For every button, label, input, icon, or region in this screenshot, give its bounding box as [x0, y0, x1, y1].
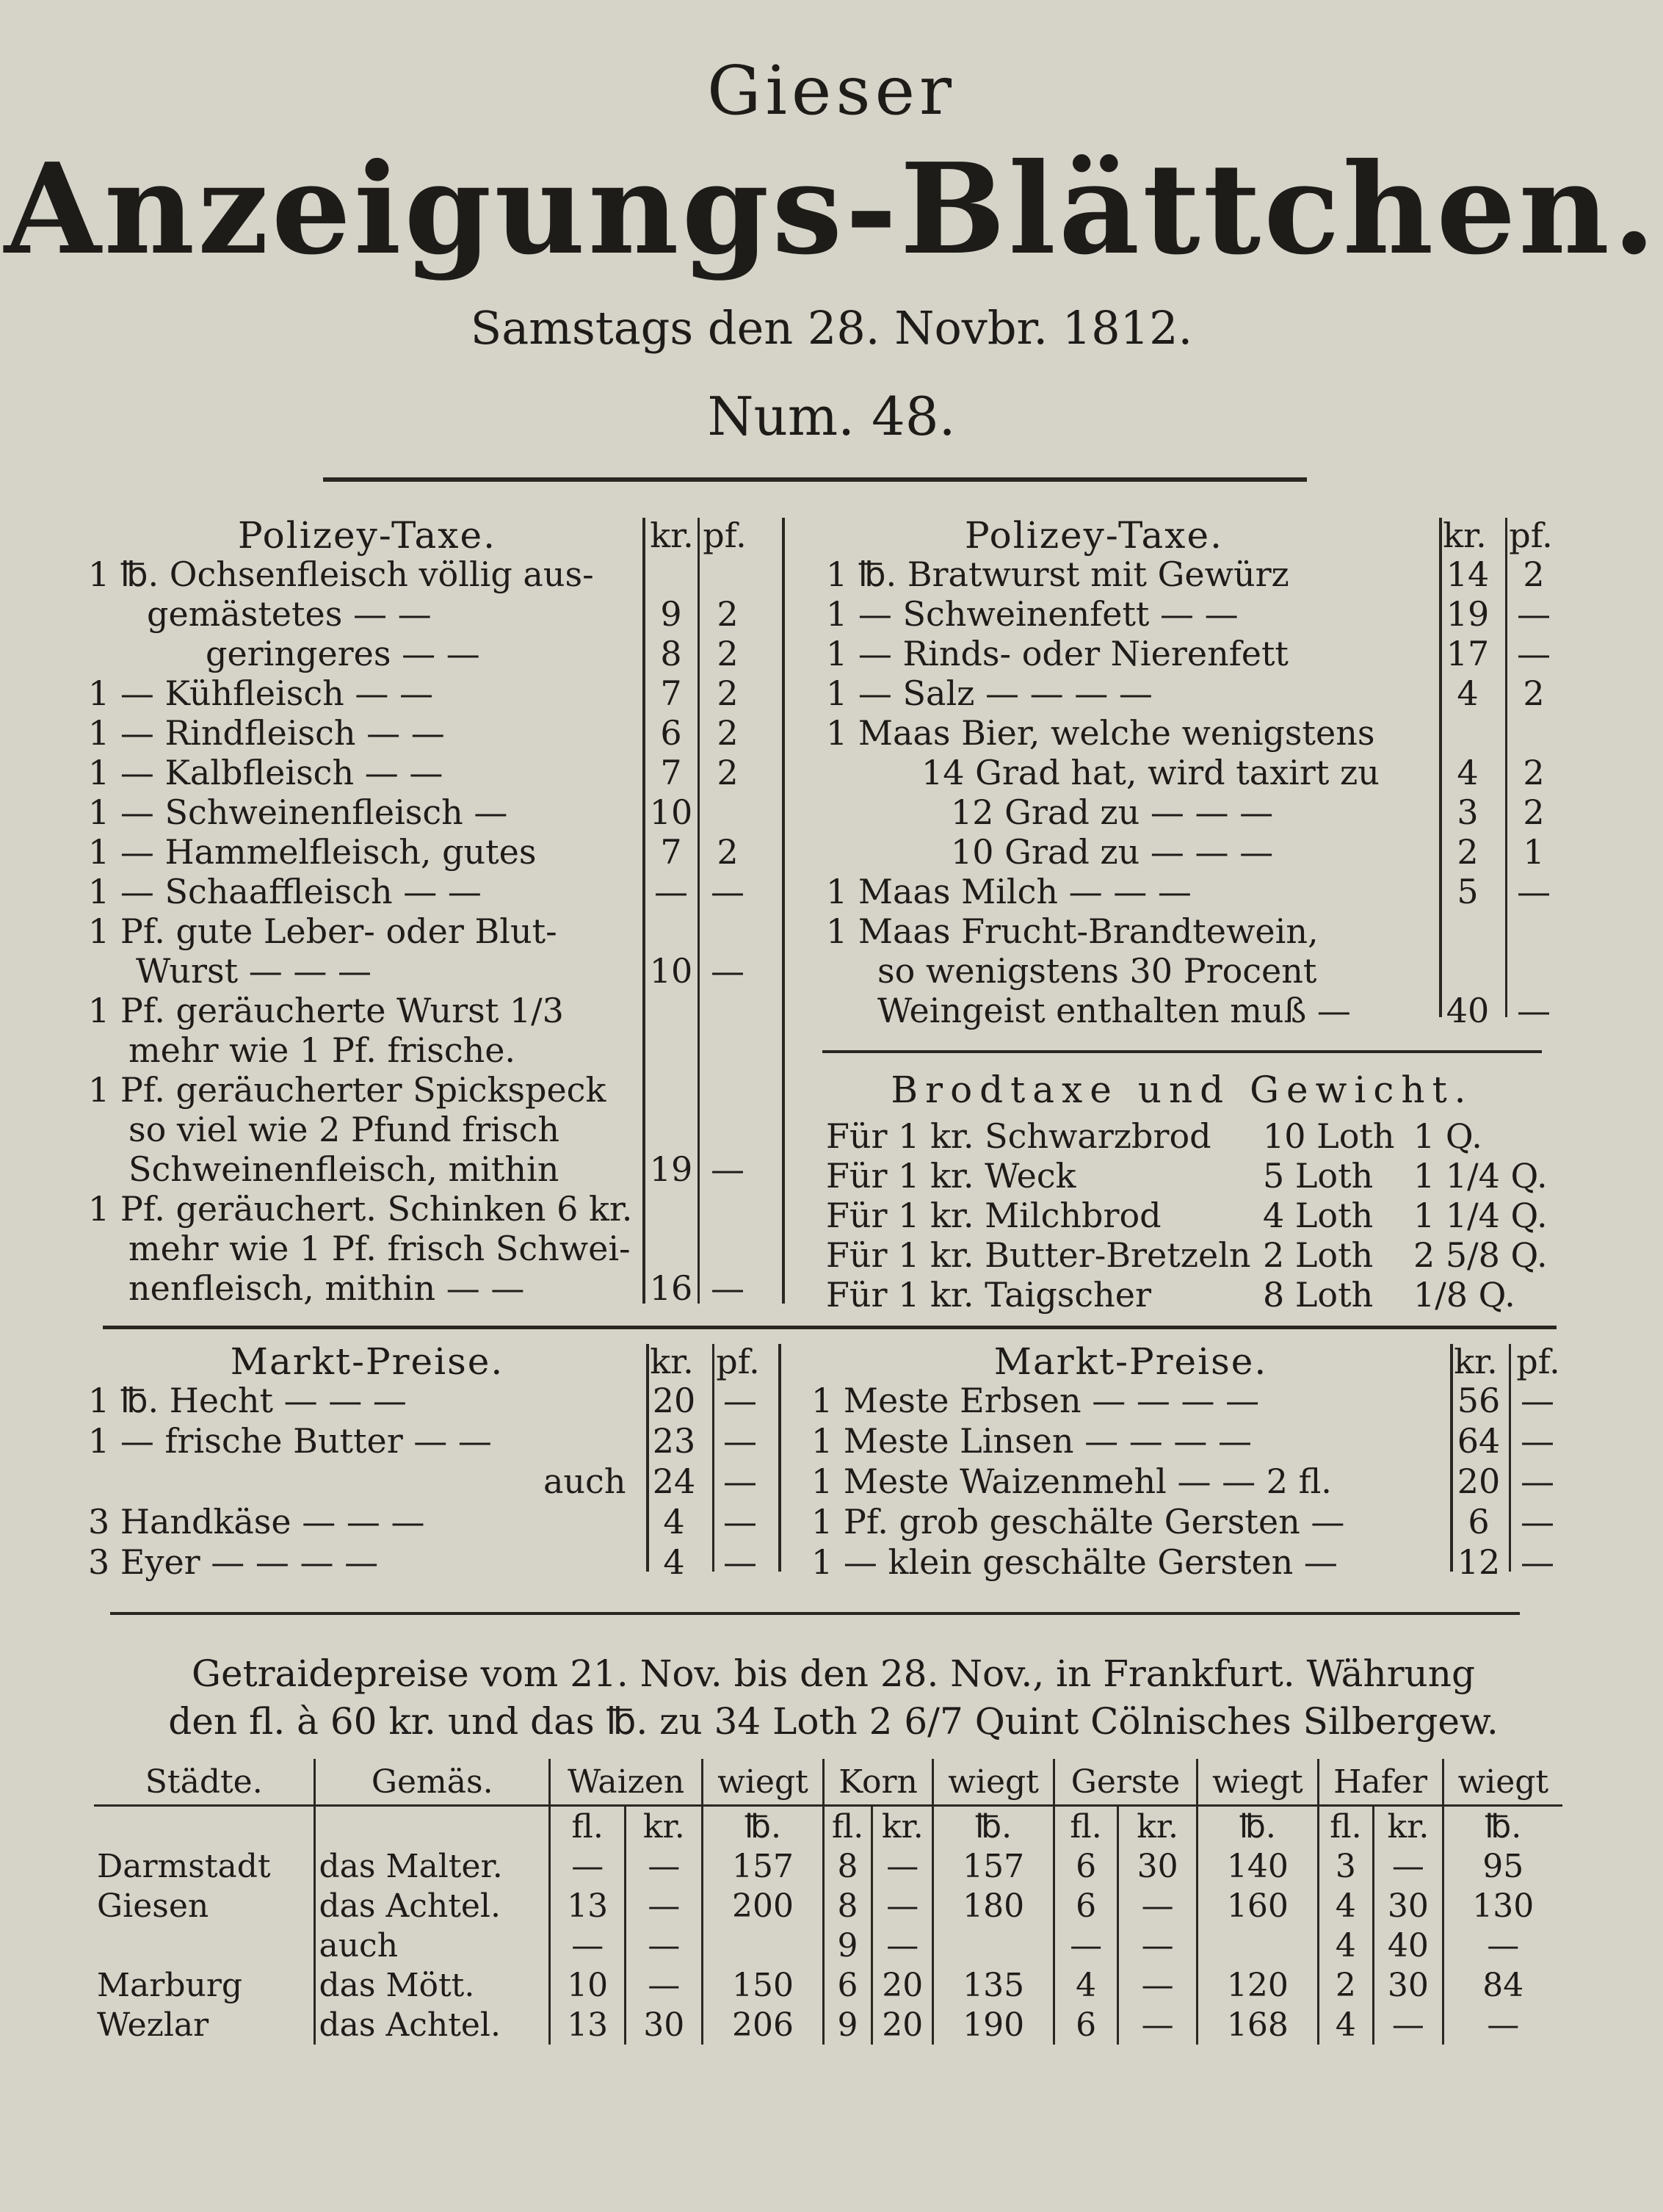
price-cell: 6	[1054, 1846, 1117, 1886]
kr-value: 4	[663, 1502, 685, 1541]
price-cell	[703, 1926, 824, 1965]
price-cell: 135	[933, 1965, 1054, 2005]
empty-cell	[315, 1806, 549, 1847]
price-cell: —	[626, 1926, 703, 1965]
pf-value: —	[1521, 1502, 1554, 1541]
item-description: 1 — Rinds- oder Nierenfett	[826, 634, 1289, 673]
pf-value: 2	[1523, 554, 1545, 594]
price-row	[0, 753, 1663, 792]
pf-value: —	[711, 951, 744, 991]
bread-item: Für 1 kr. Weck	[826, 1156, 1076, 1196]
item-description: 3 Handkäse — — —	[88, 1502, 425, 1541]
price-cell: 4	[1318, 2005, 1374, 2045]
measure-unit: das Mött.	[315, 1965, 549, 2005]
price-cell: —	[626, 1965, 703, 2005]
item-description: 1 — Rindfleisch — —	[88, 713, 445, 753]
price-cell: 30	[626, 2005, 703, 2045]
price-cell: 2	[1318, 1965, 1374, 2005]
section-title: Markt-Preise.	[993, 1340, 1268, 1383]
kr-value: 40	[1446, 991, 1490, 1030]
pf-value: —	[1517, 594, 1551, 634]
price-cell: —	[1118, 2005, 1198, 2045]
pf-value: 2	[717, 594, 739, 634]
price-cell: —	[1118, 1926, 1198, 1965]
price-cell: —	[626, 1886, 703, 1926]
price-cell: 180	[933, 1886, 1054, 1926]
item-description: 1 — Kalbfleisch — —	[88, 753, 443, 792]
bread-quint: 2 5/8 Q.	[1413, 1235, 1548, 1275]
kr-value: 2	[1457, 832, 1479, 872]
pf-value: —	[723, 1502, 757, 1541]
issue-number: Num. 48.	[707, 386, 956, 447]
price-cell: 13	[549, 1886, 625, 1926]
price-row	[0, 1502, 1663, 1541]
item-description: 1 ℔. Bratwurst mit Gewürz	[826, 554, 1289, 594]
pf-header: pf.	[703, 516, 747, 555]
price-cell: 10	[549, 1965, 625, 2005]
price-cell: 8	[823, 1886, 872, 1926]
price-cell: —	[1118, 1965, 1198, 2005]
city-name: Wezlar	[97, 2006, 209, 2044]
grain-heading-line1: Getraidepreise vom 21. Nov. bis den 28. Nov., in Frankfurt. Währung	[192, 1652, 1475, 1695]
kr-value: 7	[660, 673, 682, 713]
item-description: 3 Eyer — — — —	[88, 1542, 379, 1582]
item-description: 1 ℔. Ochsenfleisch völlig aus-	[88, 554, 594, 594]
bread-row	[0, 1196, 1663, 1235]
pf-value: 2	[717, 673, 739, 713]
price-cell: 20	[872, 1965, 933, 2005]
price-cell: 160	[1198, 1886, 1319, 1926]
price-cell: —	[872, 1846, 933, 1886]
kr-value: 19	[649, 1149, 693, 1189]
item-description: 1 — Schweinenfett — —	[826, 594, 1239, 634]
price-row	[0, 1381, 1663, 1420]
price-cell: 206	[703, 2005, 824, 2045]
price-row	[0, 554, 1663, 594]
kr-value: 20	[652, 1381, 696, 1420]
section-title: Polizey-Taxe.	[965, 514, 1223, 557]
kr-value: 5	[1457, 872, 1479, 911]
price-cell: 6	[823, 1965, 872, 2005]
pf-value: 2	[1523, 673, 1545, 713]
section-title: Brodtaxe und Gewicht.	[891, 1069, 1474, 1111]
bread-item: Für 1 kr. Taigscher	[826, 1275, 1151, 1315]
bread-item: Für 1 kr. Schwarzbrod	[826, 1116, 1211, 1156]
price-cell: 4	[1318, 1926, 1374, 1965]
section-title: Markt-Preise.	[230, 1340, 504, 1383]
kr-value: 4	[663, 1542, 685, 1582]
pf-header: pf.	[1509, 516, 1553, 555]
masthead-title: Anzeigungs-Blättchen.	[4, 136, 1659, 283]
price-cell	[1198, 1926, 1319, 1965]
pf-value: —	[1521, 1421, 1554, 1461]
price-cell: 157	[703, 1846, 824, 1886]
item-description: 1 Maas Frucht-Brandtewein,	[826, 911, 1319, 951]
kr-value: 10	[649, 792, 693, 832]
item-description: 1 — frische Butter — —	[88, 1421, 492, 1461]
pf-value: —	[711, 1268, 744, 1308]
col-header: Korn	[823, 1759, 932, 1806]
kr-value: 6	[660, 713, 682, 753]
grain-table-header-row	[94, 1759, 1562, 1806]
col-header: wiegt	[1198, 1759, 1319, 1806]
kr-value: 24	[652, 1461, 696, 1501]
kr-value: 20	[1457, 1461, 1501, 1501]
price-cell: —	[872, 1886, 933, 1926]
price-cell: —	[1443, 1926, 1562, 1965]
item-description: 1 Pf. gute Leber- oder Blut-	[88, 911, 557, 951]
item-description: 1 Maas Milch — — —	[826, 872, 1192, 911]
table-row	[94, 2005, 1562, 2045]
item-description: so viel wie 2 Pfund frisch	[128, 1110, 560, 1149]
kr-value: 14	[1446, 554, 1490, 594]
item-description: 1 — Schweinenfleisch —	[88, 792, 508, 832]
pf-value: 2	[717, 634, 739, 673]
price-row	[0, 872, 1663, 911]
bread-weight: 10 Loth	[1263, 1116, 1395, 1156]
header-rule	[323, 477, 1307, 482]
section-rule	[103, 1326, 1557, 1329]
pf-value: 2	[1523, 753, 1545, 792]
section-rule	[110, 1612, 1520, 1615]
kr-value: 19	[1446, 594, 1490, 634]
price-cell: 8	[823, 1846, 872, 1886]
item-description: 1 Pf. geräucherter Spickspeck	[88, 1070, 606, 1110]
kr-value: 64	[1457, 1421, 1501, 1461]
col-header: wiegt	[703, 1759, 824, 1806]
item-description: 1 Pf. geräucherte Wurst 1/3	[88, 991, 564, 1030]
empty-cell	[94, 1806, 315, 1847]
kr-value: —	[654, 872, 688, 911]
city-name: Darmstadt	[97, 1847, 271, 1885]
col-header: Gemäs.	[315, 1759, 549, 1806]
price-cell: 3	[1318, 1846, 1374, 1886]
subheader: ℔.	[1198, 1806, 1319, 1847]
item-description: 1 — Salz — — — —	[826, 673, 1153, 713]
pf-value: —	[1517, 634, 1551, 673]
kr-value: 4	[1457, 673, 1479, 713]
price-cell: —	[626, 1846, 703, 1886]
price-cell: 9	[823, 2005, 872, 2045]
price-row	[0, 634, 1663, 673]
kr-value: 4	[1457, 753, 1479, 792]
price-cell: —	[1374, 1846, 1443, 1886]
grain-price-table	[94, 1759, 1562, 2045]
bread-weight: 5 Loth	[1263, 1156, 1374, 1196]
price-cell: —	[1118, 1886, 1198, 1926]
bread-item: Für 1 kr. Butter-Bretzeln	[826, 1235, 1251, 1275]
price-cell: 140	[1198, 1846, 1319, 1886]
section-rule	[822, 1050, 1542, 1053]
item-description: Wurst — — —	[136, 951, 372, 991]
price-cell: —	[549, 1846, 625, 1886]
col-header: Hafer	[1318, 1759, 1443, 1806]
subheader: fl.	[1318, 1806, 1374, 1847]
item-description: mehr wie 1 Pf. frisch Schwei-	[128, 1229, 631, 1268]
price-cell: 168	[1198, 2005, 1319, 2045]
item-description: 1 — Hammelfleisch, gutes	[88, 832, 537, 872]
price-cell: 190	[933, 2005, 1054, 2045]
kr-value: 17	[1446, 634, 1490, 673]
subheader: fl.	[1054, 1806, 1117, 1847]
item-description: 1 Meste Waizenmehl — — 2 fl.	[811, 1461, 1332, 1501]
kr-value: 7	[660, 832, 682, 872]
price-cell: 30	[1374, 1965, 1443, 2005]
subheader: kr.	[626, 1806, 703, 1847]
item-description: 1 Pf. geräuchert. Schinken 6 kr.	[88, 1189, 633, 1229]
price-row	[0, 1542, 1663, 1582]
measure-unit: das Malter.	[315, 1846, 549, 1886]
table-row	[94, 1846, 1562, 1886]
price-cell: —	[1443, 2005, 1562, 2045]
price-cell: 6	[1054, 1886, 1117, 1926]
item-description: 10 Grad zu — — —	[951, 832, 1274, 872]
price-cell: 9	[823, 1926, 872, 1965]
price-row	[0, 911, 1663, 951]
bread-item: Für 1 kr. Milchbrod	[826, 1196, 1162, 1235]
price-cell: 30	[1374, 1886, 1443, 1926]
item-description: 1 — Kühfleisch — —	[88, 673, 433, 713]
item-description: 1 Maas Bier, welche wenigstens	[826, 713, 1375, 753]
city-name: Marburg	[97, 1966, 243, 2004]
price-cell: 130	[1443, 1886, 1562, 1926]
price-cell: 4	[1318, 1886, 1374, 1926]
kr-value: 23	[652, 1421, 696, 1461]
masthead-place: Gieser	[707, 51, 956, 130]
item-description: Weingeist enthalten muß —	[877, 991, 1351, 1030]
col-header: Städte.	[94, 1759, 315, 1806]
price-cell: 4	[1054, 1965, 1117, 2005]
bread-weight: 4 Loth	[1263, 1196, 1374, 1235]
price-cell: 95	[1443, 1846, 1562, 1886]
subheader: fl.	[823, 1806, 872, 1847]
subheader: kr.	[1374, 1806, 1443, 1847]
bread-quint: 1 1/4 Q.	[1413, 1156, 1548, 1196]
subheader: kr.	[872, 1806, 933, 1847]
item-description: 1 Pf. grob geschälte Gersten —	[811, 1502, 1345, 1541]
kr-value: 16	[649, 1268, 693, 1308]
price-cell: 6	[1054, 2005, 1117, 2045]
pf-value: —	[1517, 991, 1551, 1030]
city-name: Giesen	[97, 1887, 209, 1925]
kr-value: 10	[649, 951, 693, 991]
pf-value: —	[1521, 1461, 1554, 1501]
kr-header: kr.	[650, 516, 694, 555]
pf-value: —	[1517, 872, 1551, 911]
section-title: Polizey-Taxe.	[238, 514, 496, 557]
price-row	[0, 792, 1663, 832]
price-row	[0, 991, 1663, 1030]
price-cell	[933, 1926, 1054, 1965]
subheader: fl.	[549, 1806, 625, 1847]
pf-value: —	[711, 872, 744, 911]
price-cell: —	[1054, 1926, 1117, 1965]
kr-value: 12	[1457, 1542, 1501, 1582]
kr-header: kr.	[650, 1342, 694, 1381]
subheader: ℔.	[933, 1806, 1054, 1847]
price-cell: 20	[872, 2005, 933, 2045]
column-divider	[1439, 518, 1442, 1017]
price-row	[0, 673, 1663, 713]
pf-header: pf.	[1516, 1342, 1560, 1381]
kr-value: 8	[660, 634, 682, 673]
kr-value: 7	[660, 753, 682, 792]
pf-value: 2	[717, 753, 739, 792]
price-cell: 40	[1374, 1926, 1443, 1965]
pf-value: 1	[1523, 832, 1545, 872]
bread-quint: 1/8 Q.	[1413, 1275, 1515, 1315]
price-cell: 13	[549, 2005, 625, 2045]
city-name	[94, 1926, 315, 1965]
pf-value: 2	[717, 713, 739, 753]
col-header: Gerste	[1054, 1759, 1197, 1806]
pf-value: —	[1521, 1542, 1554, 1582]
pf-value: —	[723, 1461, 757, 1501]
col-header: wiegt	[933, 1759, 1054, 1806]
bread-weight: 8 Loth	[1263, 1275, 1374, 1315]
bread-row	[0, 1235, 1663, 1275]
price-row	[0, 1461, 1663, 1501]
col-header: wiegt	[1443, 1759, 1562, 1806]
subheader: ℔.	[703, 1806, 824, 1847]
kr-value: 6	[1468, 1502, 1490, 1541]
subheader: kr.	[1118, 1806, 1198, 1847]
price-cell: —	[872, 1926, 933, 1965]
column-divider	[1450, 1344, 1453, 1572]
item-description: geringeres — —	[206, 634, 480, 673]
table-row	[94, 1886, 1562, 1926]
col-header: Waizen	[549, 1759, 702, 1806]
measure-unit: das Achtel.	[315, 1886, 549, 1926]
item-description: nenfleisch, mithin — —	[128, 1268, 525, 1308]
issue-date: Samstags den 28. Novbr. 1812.	[470, 301, 1193, 355]
price-cell: —	[1374, 2005, 1443, 2045]
item-description: auch	[543, 1461, 626, 1501]
pf-value: —	[723, 1421, 757, 1461]
price-row	[0, 951, 1663, 991]
item-description: gemästetes — —	[147, 594, 432, 634]
table-row	[94, 1926, 1562, 1965]
column-divider	[1505, 518, 1507, 1017]
price-cell: 150	[703, 1965, 824, 2005]
bread-quint: 1 Q.	[1413, 1116, 1482, 1156]
bread-weight: 2 Loth	[1263, 1235, 1374, 1275]
price-row	[0, 594, 1663, 634]
item-description: 1 Meste Linsen — — — —	[811, 1421, 1252, 1461]
item-description: 1 ℔. Hecht — — —	[88, 1381, 407, 1420]
subheader: ℔.	[1443, 1806, 1562, 1847]
table-row	[94, 1965, 1562, 2005]
kr-header: kr.	[1454, 1342, 1498, 1381]
measure-unit: auch	[315, 1926, 549, 1965]
pf-value: 2	[717, 832, 739, 872]
bread-row	[0, 1116, 1663, 1156]
bread-row	[0, 1275, 1663, 1315]
item-description: 1 — klein geschälte Gersten —	[811, 1542, 1338, 1582]
price-cell: —	[549, 1926, 625, 1965]
price-cell: 30	[1118, 1846, 1198, 1886]
kr-value: 3	[1457, 792, 1479, 832]
item-description: so wenigstens 30 Procent	[877, 951, 1317, 991]
bread-row	[0, 1156, 1663, 1196]
price-row	[0, 713, 1663, 753]
grain-table-subheader-row	[94, 1806, 1562, 1847]
price-cell: 120	[1198, 1965, 1319, 2005]
pf-value: —	[1521, 1381, 1554, 1420]
pf-value: —	[711, 1149, 744, 1189]
pf-value: 2	[1523, 792, 1545, 832]
item-description: 14 Grad hat, wird taxirt zu	[921, 753, 1380, 792]
price-cell: 200	[703, 1886, 824, 1926]
item-description: Schweinenfleisch, mithin	[128, 1149, 559, 1189]
item-description: 1 Meste Erbsen — — — —	[811, 1381, 1260, 1420]
price-row	[0, 832, 1663, 872]
bread-quint: 1 1/4 Q.	[1413, 1196, 1548, 1235]
price-cell: 84	[1443, 1965, 1562, 2005]
measure-unit: das Achtel.	[315, 2005, 549, 2045]
kr-header: kr.	[1443, 516, 1487, 555]
item-description: 1 — Schaaffleisch — —	[88, 872, 482, 911]
price-row	[0, 1421, 1663, 1461]
pf-value: —	[723, 1542, 757, 1582]
column-divider	[1509, 1344, 1511, 1572]
price-cell: 157	[933, 1846, 1054, 1886]
grain-heading-line2: den fl. à 60 kr. und das ℔. zu 34 Loth 2 6/7 Quint Cölnisches Silbergew.	[168, 1700, 1499, 1743]
item-description: 12 Grad zu — — —	[951, 792, 1274, 832]
pf-value: —	[723, 1381, 757, 1420]
kr-value: 56	[1457, 1381, 1501, 1420]
pf-header: pf.	[716, 1342, 760, 1381]
kr-value: 9	[660, 594, 682, 634]
item-description: mehr wie 1 Pf. frische.	[128, 1030, 516, 1070]
